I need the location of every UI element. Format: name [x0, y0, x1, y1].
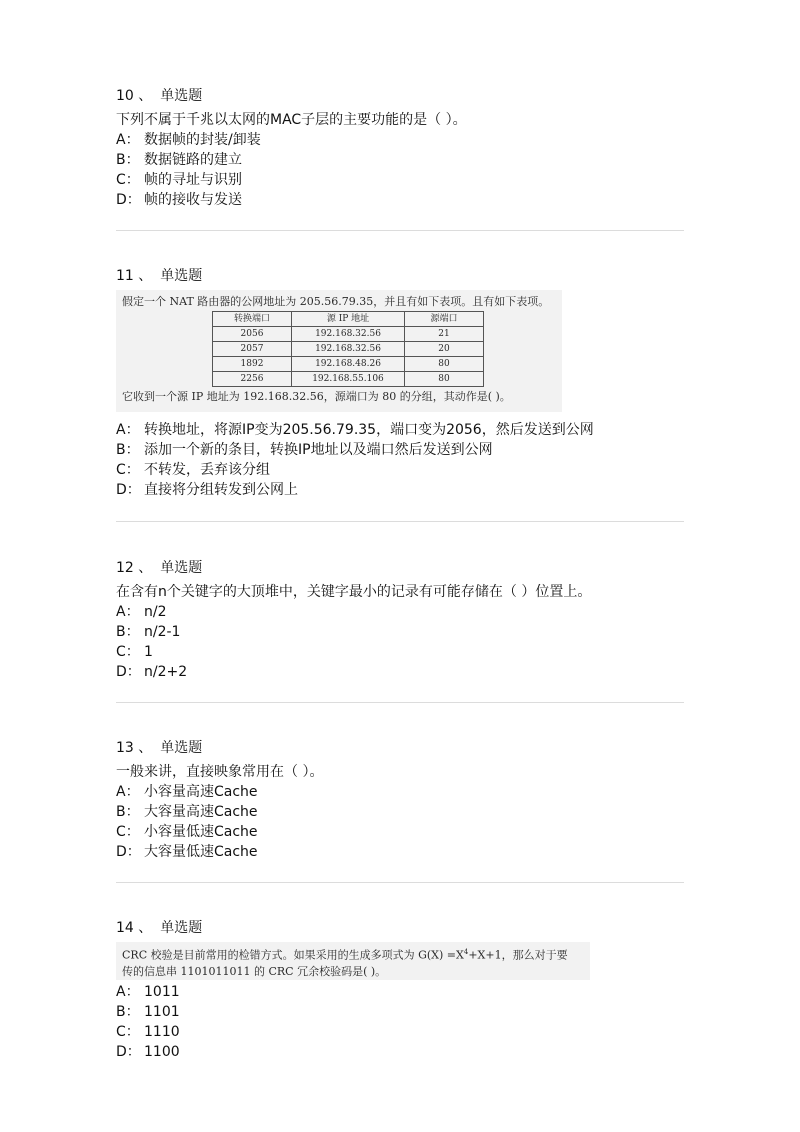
option-c: C： 1	[116, 644, 153, 660]
option-d: D： 帧的接收与发送	[116, 192, 242, 208]
option-d: D： 大容量低速Cache	[116, 844, 258, 860]
question-image	[116, 942, 590, 980]
question-number: 11 、	[116, 268, 153, 284]
table-row: 2057 192.168.32.56 20	[213, 342, 484, 357]
table-row: 1892 192.168.48.26 80	[213, 357, 484, 372]
question-13	[116, 738, 684, 862]
question-number: 12 、	[116, 560, 153, 576]
image-text-line-1: 假定一个 NAT 路由器的公网地址为 205.56.79.35，并且有如下表项。且有如下表项。	[122, 295, 550, 308]
question-header	[116, 266, 684, 286]
image-text-line-2: 它收到一个源 IP 地址为 192.168.32.56，源端口为 80 的分组，其动作是( )。	[122, 390, 511, 403]
option-a: A： n/2	[116, 604, 167, 620]
option-c: C： 不转发，丢弃该分组	[116, 462, 270, 478]
question-number: 10 、	[116, 88, 153, 104]
question-header	[116, 918, 684, 938]
option-a: A： 数据帧的封装/卸装	[116, 132, 261, 148]
question-10	[116, 86, 684, 210]
question-12	[116, 558, 684, 682]
question-type: 单选题	[160, 740, 203, 756]
question-image	[116, 290, 562, 412]
question-number: 14 、	[116, 920, 153, 936]
question-stem: 下列不属于千兆以太网的MAC子层的主要功能的是（ ）。	[116, 112, 467, 128]
option-b: B： n/2-1	[116, 624, 181, 640]
question-type: 单选题	[160, 560, 203, 576]
table-row: 2256 192.168.55.106 80	[213, 372, 484, 387]
question-type: 单选题	[160, 88, 203, 104]
question-11	[116, 266, 684, 500]
question-14	[116, 918, 684, 1062]
option-a: A： 转换地址，将源IP变为205.56.79.35，端口变为2056，然后发送到公网	[116, 422, 594, 438]
option-b: B： 1101	[116, 1004, 180, 1020]
table-header: 转换端口	[213, 312, 292, 327]
option-b: B： 数据链路的建立	[116, 152, 242, 168]
nat-table	[212, 311, 484, 387]
question-stem: 在含有n个关键字的大顶堆中，关键字最小的记录有可能存储在（ ）位置上。	[116, 584, 592, 600]
option-d: D： n/2+2	[116, 664, 188, 680]
option-d: D： 1100	[116, 1044, 180, 1060]
option-a: A： 小容量高速Cache	[116, 784, 258, 800]
table-row: 2056 192.168.32.56 21	[213, 327, 484, 342]
table-header: 源 IP 地址	[292, 312, 405, 327]
image-text-line-2: 传的信息串 1101011011 的 CRC 冗余校验码是( )。	[122, 964, 387, 978]
question-header	[116, 558, 684, 578]
option-c: C： 小容量低速Cache	[116, 824, 258, 840]
divider	[116, 230, 684, 231]
table-header: 源端口	[405, 312, 484, 327]
divider	[116, 882, 684, 883]
question-header	[116, 86, 684, 106]
question-stem: 一般来讲，直接映象常用在（ ）。	[116, 764, 324, 780]
option-d: D： 直接将分组转发到公网上	[116, 482, 298, 498]
option-b: B： 添加一个新的条目，转换IP地址以及端口然后发送到公网	[116, 442, 493, 458]
question-header	[116, 738, 684, 758]
divider	[116, 521, 684, 522]
option-b: B： 大容量高速Cache	[116, 804, 258, 820]
divider	[116, 702, 684, 703]
option-c: C： 1110	[116, 1024, 180, 1040]
question-number: 13 、	[116, 740, 153, 756]
option-c: C： 帧的寻址与识别	[116, 172, 242, 188]
question-type: 单选题	[160, 920, 203, 936]
option-a: A： 1011	[116, 984, 180, 1000]
image-text-line-1: CRC 校验是目前常用的检错方式。如果采用的生成多项式为 $G(X) =X^4+X+1$，那么对于要	[122, 948, 568, 962]
question-type: 单选题	[160, 268, 203, 284]
